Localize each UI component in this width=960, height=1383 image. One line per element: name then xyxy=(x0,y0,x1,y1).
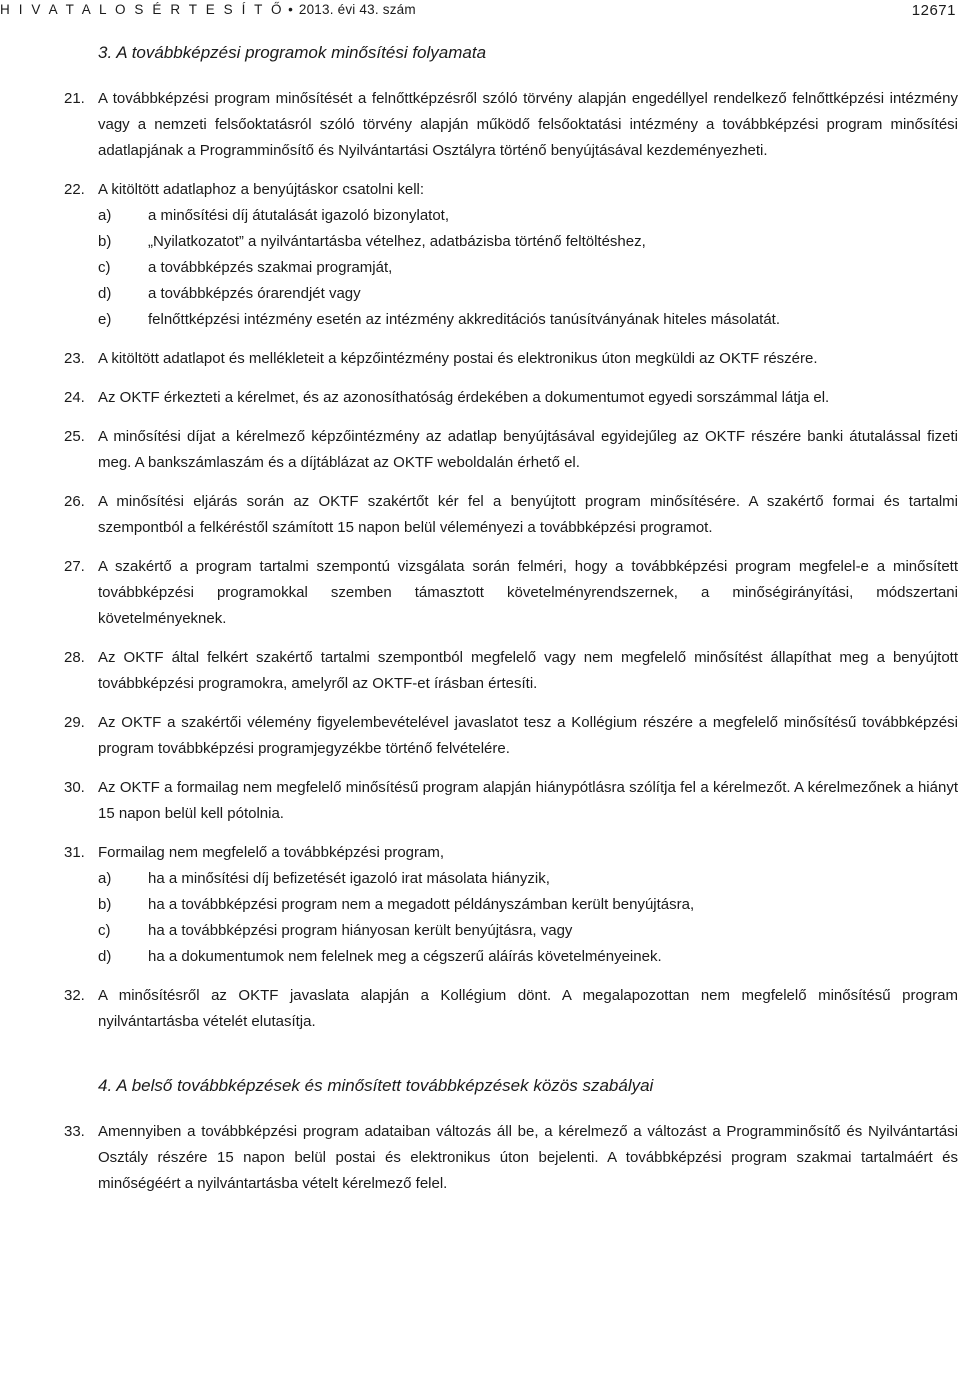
list-marker: c) xyxy=(98,922,111,939)
paragraph-number: 33. xyxy=(64,1123,85,1140)
paragraph-30 xyxy=(0,775,960,827)
paragraph-number: 27. xyxy=(64,558,85,575)
requirement-list xyxy=(0,203,960,333)
paragraph-number: 28. xyxy=(64,649,85,666)
paragraph-number: 32. xyxy=(64,987,85,1004)
list-item-text: ha a továbbképzési program nem a megadott példányszámban került benyújtásra, xyxy=(148,896,695,913)
paragraph-text: A továbbképzési program minősítését a felnőttképzésről szóló törvény alapján engedéllyel rendelkező felnőttképzési intézmény vagy a nemzeti felsőoktatásról szóló törvény alapján működő felsőoktatási intézmény a továbbképzési program minősítési adatlapjának a Programminősítő és Nyilvántartási Osztályra történő benyújtásával kezdeményezheti. xyxy=(98,90,958,159)
section-title: 4. A belső továbbképzések és minősített továbbképzések közös szabályai xyxy=(98,1076,654,1095)
paragraph-number: 25. xyxy=(64,428,85,445)
list-marker: b) xyxy=(98,233,112,250)
paragraph-33 xyxy=(0,1119,960,1197)
list-item xyxy=(0,203,960,229)
list-item-text: ha a továbbképzési program hiányosan került benyújtásra, vagy xyxy=(148,922,573,939)
paragraph-29 xyxy=(0,710,960,762)
paragraph-26 xyxy=(0,489,960,541)
paragraph-31 xyxy=(0,840,960,866)
list-item xyxy=(0,892,960,918)
running-header xyxy=(0,0,960,20)
paragraph-text: Az OKTF a szakértői vélemény figyelembevételével javaslatot tesz a Kollégium részére a megfelelő minősítésű továbbképzési program továbbképzési programjegyzékbe történő felvételére. xyxy=(98,714,958,757)
paragraph-number: 29. xyxy=(64,714,85,731)
paragraph-27 xyxy=(0,554,960,632)
list-item xyxy=(0,918,960,944)
list-marker: a) xyxy=(98,870,112,887)
paragraph-text: A minősítési díjat a kérelmező képzőintézmény az adatlap benyújtásával egyidejűleg az OKTF részére banki átutalással fizeti meg. A bankszámlaszám és a díjtáblázat az OKTF weboldalán érhető el. xyxy=(98,428,958,471)
list-item xyxy=(0,281,960,307)
list-item xyxy=(0,255,960,281)
list-item-text: ha a dokumentumok nem felelnek meg a cégszerű aláírás követelményeinek. xyxy=(148,948,662,965)
list-item-text: „Nyilatkozatot” a nyilvántartásba vételhez, adatbázisba történő feltöltéshez, xyxy=(148,233,646,250)
list-marker: d) xyxy=(98,285,112,302)
deficiency-list xyxy=(0,866,960,970)
list-item-text: felnőttképzési intézmény esetén az intézmény akkreditációs tanúsítványának hiteles másolatát. xyxy=(148,311,781,328)
list-item xyxy=(0,866,960,892)
paragraph-number: 30. xyxy=(64,779,85,796)
header-bullet: • xyxy=(288,2,293,17)
list-item-text: a továbbképzés szakmai programját, xyxy=(148,259,393,276)
list-item xyxy=(0,229,960,255)
page-content xyxy=(0,38,960,1197)
paragraph-number: 21. xyxy=(64,90,85,107)
list-marker: d) xyxy=(98,948,112,965)
list-item xyxy=(0,944,960,970)
paragraph-text: A kitöltött adatlaphoz a benyújtáskor csatolni kell: xyxy=(98,181,425,198)
page-number: 12671 xyxy=(911,2,956,19)
list-item-text: a minősítési díj átutalását igazoló bizonylatot, xyxy=(148,207,450,224)
list-marker: c) xyxy=(98,259,111,276)
list-item xyxy=(0,307,960,333)
paragraph-text: Az OKTF a formailag nem megfelelő minősítésű program alapján hiánypótlásra szólítja fel a kérelmezőt. A kérelmezőnek a hiányt 15 napon belül kell pótolnia. xyxy=(98,779,958,822)
paragraph-number: 24. xyxy=(64,389,85,406)
paragraph-text: Az OKTF érkezteti a kérelmet, és az azonosíthatóság érdekében a dokumentumot egyedi sorszámmal látja el. xyxy=(98,389,830,406)
paragraph-text: Az OKTF által felkért szakértő tartalmi szempontból megfelelő vagy nem megfelelő minősítést állapíthat meg a benyújtott továbbképzési programokra, amelyről az OKTF-et írásban értesíti. xyxy=(98,649,958,692)
paragraph-number: 31. xyxy=(64,844,85,861)
running-head xyxy=(0,2,416,17)
paragraph-24 xyxy=(0,385,960,411)
paragraph-text: A szakértő a program tartalmi szempontú vizsgálata során felméri, hogy a továbbképzési program megfelel-e a minősített továbbképzési programokkal szemben támasztott követelményrendszernek, a minőségirányítási, módszertani követelményeknek. xyxy=(98,558,958,627)
paragraph-23 xyxy=(0,346,960,372)
section-title: 3. A továbbképzési programok minősítési folyamata xyxy=(98,43,487,62)
paragraph-28 xyxy=(0,645,960,697)
list-marker: e) xyxy=(98,311,112,328)
paragraph-number: 22. xyxy=(64,181,85,198)
paragraph-text: A minősítésről az OKTF javaslata alapján a Kollégium dönt. A megalapozottan nem megfelelő minősítésű program nyilvántartásba vételét elutasítja. xyxy=(98,987,958,1030)
issue-label: 2013. évi 43. szám xyxy=(298,2,416,17)
list-item-text: ha a minősítési díj befizetését igazoló irat másolata hiányzik, xyxy=(148,870,550,887)
paragraph-22 xyxy=(0,177,960,203)
list-marker: b) xyxy=(98,896,112,913)
paragraph-text: A kitöltött adatlapot és mellékleteit a képzőintézmény postai és elektronikus úton megküldi az OKTF részére. xyxy=(98,350,818,367)
paragraph-21 xyxy=(0,86,960,164)
list-marker: a) xyxy=(98,207,112,224)
paragraph-32 xyxy=(0,983,960,1035)
list-item-text: a továbbképzés órarendjét vagy xyxy=(148,285,361,302)
paragraph-25 xyxy=(0,424,960,476)
paragraph-number: 26. xyxy=(64,493,85,510)
paragraph-text: Formailag nem megfelelő a továbbképzési program, xyxy=(98,844,445,861)
publication-name: H I V A T A L O S É R T E S Í T Ő xyxy=(0,2,285,17)
paragraph-text: A minősítési eljárás során az OKTF szakértőt kér fel a benyújtott program minősítésére. A szakértő formai és tartalmi szempontból a felkéréstől számított 15 napon belül véleményezi a továbbképzési programot. xyxy=(98,493,958,536)
paragraph-text: Amennyiben a továbbképzési program adataiban változás áll be, a kérelmező a változást a Programminősítő és Nyilvántartási Osztály részére 15 napon belül postai és elektronikus úton bejelenti. A továbbképzési program szakmai tartalmáért és minőségéért a nyilvántartásba vételt kérelmező felel. xyxy=(98,1123,958,1192)
paragraph-number: 23. xyxy=(64,350,85,367)
